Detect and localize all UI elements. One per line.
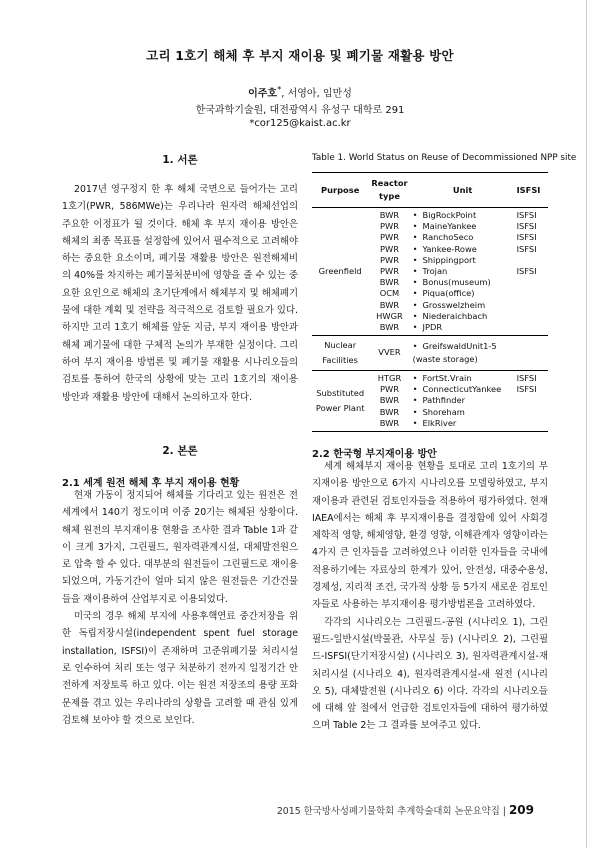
table1-type-cell [368,371,410,432]
table1-isfsi: ISFSI [516,243,537,254]
table1-group-row [312,371,548,432]
lead-author: 이주호 [248,88,278,100]
table1-unit-cell [411,208,515,336]
table1-purpose: Substituted Power Plant [315,388,365,414]
table1-isfsi: ISFSI [516,384,537,395]
table1-reactor-type: HWGR [376,310,403,321]
table1-isfsi [517,322,546,333]
email: *cor125@kaist.ac.kr [249,118,351,129]
intro-text [62,181,298,406]
table1-isfsi [517,311,546,322]
table1-unit: • BigRockPoint [413,210,513,221]
table1-isfsi [517,347,546,358]
subsection-2-1-paragraph-2: 미국의 경우 해체 부지에 사용후핵연료 중간저장을 위한 독립저장시설(independent spent fuel storage installation, ISFSI)이 존재하며 고준위폐기물 처리시설로 인수하여 처리 또는 영구 처분하기 전까지 일정기간 안전하게 저장토록 하고 있다. 이는 원전 저장조의 용량 포화문제를 겪고 있는 우리나라의 상황을 고려할 때 관심 있게 검토해 보아야 할 것으로 보인다. [62,611,298,726]
table1-reactor-type: BWR [379,406,400,417]
table1-reactor-type: PWR [379,221,399,232]
table1-reactor-type: PWR [379,265,399,276]
table1-isfsi: ISFSI [516,210,537,220]
intro-paragraph: 2017년 영구정지 한 후 해체 국면으로 들어가는 고리 1호기(PWR, 586MWe)는 우리나라 원자력 해체선업의 주요한 이정표가 될 것이다. 해체 후 부지 재이용 방안은 해체의 최종 목표를 설정함에 있어서 필수적으로 고려해야하는 중요한 요소이며, 폐기물 재활용 방안은 원전해체비의 40%를 차지하는 폐기물처분비에 영향을 줄 수 있는 중요한 요인으로 해체의 초기단계에서 해체부지 및 해체폐기물에 대한 계획 및 전략을 적극적으로 검토할 필요가 있다. 하지만 고리 1호기 해체를 앞둔 지금, 부지 재이용 방안과 해체 폐기물에 대한 구체적 논의가 부재한 실정이다. 그리하여 부지 재이용 방법론 및 폐기물 재활용 시나리오들의 검토를 통하여 한국의 상황에 맞는 고리 1호기의 재이용 방안과 재활용 방안에 대해서 논의하고자 한다. [62,184,298,403]
table1-unit: • ElkRiver [413,418,513,429]
table1-unit-cell [411,371,515,432]
table1-type-cell [368,208,410,336]
page-footer [277,803,534,817]
affiliation: 한국과학기술원, 대전광역시 유성구 대학로 291 [195,105,405,116]
subsection-2-2-paragraph-2: 각각의 시나리오는 그린필드-공원 (시나리오 1), 그린필드-일반시설(박물관, 사무실 등) (시나리오 2), 그린필드-ISFSI(단기저장시설) (시나리오 3), 원자력관계시설-재처리시설 (시나리오 4), 원자력관계시설-새 원전 (시나리오 5), 대체발전원 (시나리오 6) 이다. 각각의 시나리오들에 대해 앞 절에서 언급한 검토인자들에 대하여 평가하였으며 Table 2는 그 결과를 보여주고 있다. [312,616,548,732]
header-reactor-type: Reactor type [368,173,410,208]
table1-unit: • Shoreham [413,407,513,418]
header-isfsi: ISFSI [515,173,548,208]
body-heading: 2. 본론 [162,445,198,457]
table1-purpose: Greenfield [318,266,362,277]
table1-type-cell [368,336,410,371]
table1-header-row [312,173,548,208]
subsection-2-1-paragraph-1: 현재 가동이 정지되어 해체를 기다리고 있는 원전은 전 세계에서 140기 정도이며 이중 20기는 해체된 상황이다. 해체 원전의 부지재이용 현황을 조사한 결과 Table 1과 같이 크게 3가지, 그린필드, 원자력관계시설, 대체발전원으로 압축 할 수 있다. 대부분의 원전들이 그린필드로 재이용 되었으며, 가동기간이 얼마 되지 않은 원전들은 기간건물들을 재이용하여 산업부지로 이용되었다. [62,490,298,605]
table1-unit: • RanchoSeco [413,232,513,243]
table1-isfsi [517,255,546,266]
table1-reactor-type: BWR [379,277,400,288]
table1-isfsi: ISFSI [516,265,537,276]
table1-unit: • Pathfinder [413,395,513,406]
table1-purpose-cell [312,371,368,432]
table1-isfsi: ISFSI [516,221,537,232]
page-number: 209 [508,803,534,817]
table1-unit: • MaineYankee [413,221,513,232]
subsection-2-1-text [62,487,298,729]
table1-unit: • Yankee-Rowe [413,244,513,255]
table1-reactor-type: HTGR [377,373,402,384]
table1-reactor-type: BWR [379,210,400,220]
table1-reactor-type: VVER [378,347,401,358]
table1-body [312,208,548,432]
table1-unit: • ConnecticutYankee [413,384,513,395]
table1-unit: • Piqua(office) [413,288,513,299]
table1-purpose-cell [312,336,368,371]
subsection-2-2-heading: 2.2 한국형 부지재이용 방안 [312,449,437,460]
subsection-2-1-heading: 2.1 세계 원전 해체 후 부지 재이용 현황 [62,478,240,489]
table1-reactor-type: PWR [379,254,399,265]
table1-reactor-type: OCM [379,288,400,299]
table1 [312,172,548,432]
table1-purpose-cell [312,208,368,336]
authors [0,84,600,99]
table1-unit: • FortSt.Vrain [413,373,513,384]
header-purpose: Purpose [312,173,368,208]
table1-reactor-type: BWR [379,299,400,310]
co-authors: , 서영아, 임만성 [281,88,352,100]
table1-isfsi [517,407,546,418]
subsection-2-2-text [312,458,548,735]
table1-isfsi-cell [515,208,548,336]
table1-unit: • JPDR [413,322,513,333]
table1-isfsi [517,300,546,311]
footer-separator: | [502,806,506,817]
table1-purpose: Nuclear Facilities [322,340,358,366]
table1-caption: Table 1. World Status on Reuse of Decommissioned NPP site [312,153,577,163]
table1-isfsi [517,288,546,299]
table1-reactor-type: PWR [379,384,399,395]
table1-isfsi [517,418,546,429]
table1-isfsi: ISFSI [516,373,537,384]
table1-unit: • Grosswelzheim [413,300,513,311]
table1-isfsi [517,277,546,288]
table1-isfsi: ISFSI [516,232,537,243]
table1-unit: • Bonus(museum) [413,277,513,288]
table1-unit-cell [411,336,515,371]
table1-unit: • Trojan [413,266,513,277]
table1-reactor-type: BWR [379,417,400,428]
table1-unit: • Niederaichbach [413,311,513,322]
footer-text: 2015 한국방사성폐기물학회 추계학술대회 논문요약집 [276,806,500,817]
table1-isfsi-cell [515,371,548,432]
table1-group-row [312,208,548,336]
subsection-2-2-paragraph-1: 세계 해체부지 재이용 현황을 토대로 고리 1호기의 부지재이용 방안으로 6가지 시나리오를 모델링하였고, 부지재이용과 관련된 검토인자들을 적용하여 평가하였다. 현재 IAEA에서는 해체 후 부지재이용을 결정함에 있어 사회경제학적 영향, 해체영향, 환경 영향, 이해관계자 영향이라는 4가지 큰 인자들을 고려하였으나 이러한 인자들을 국내에 적용하기에는 자료상의 한계가 있어, 안전성, 대중수용성, 경제성, 지리적 조건, 국가적 상황 등 5가지 새로운 검토인자들로 사용하는 부지재이용 평가방법론을 고려하였다. [312,461,548,611]
table1-unit: • GreifswaldUnit1-5 (waste storage) [413,340,513,366]
table1-isfsi-cell [515,336,548,371]
table1-reactor-type: BWR [379,395,400,406]
table1-unit: • Shippingport [413,255,513,266]
corresponding-mark: * [277,84,282,94]
table1-isfsi [517,395,546,406]
header-unit: Unit [411,173,515,208]
intro-heading: 1. 서론 [162,154,198,166]
table1-grid [312,172,548,432]
table1-reactor-type: BWR [379,321,400,332]
table1-reactor-type: PWR [379,232,399,243]
table1-group-row [312,336,548,371]
paper-title: 고리 1호기 해체 후 부지 재이용 및 폐기물 재활용 방안 [146,48,454,63]
table1-reactor-type: PWR [379,243,399,254]
